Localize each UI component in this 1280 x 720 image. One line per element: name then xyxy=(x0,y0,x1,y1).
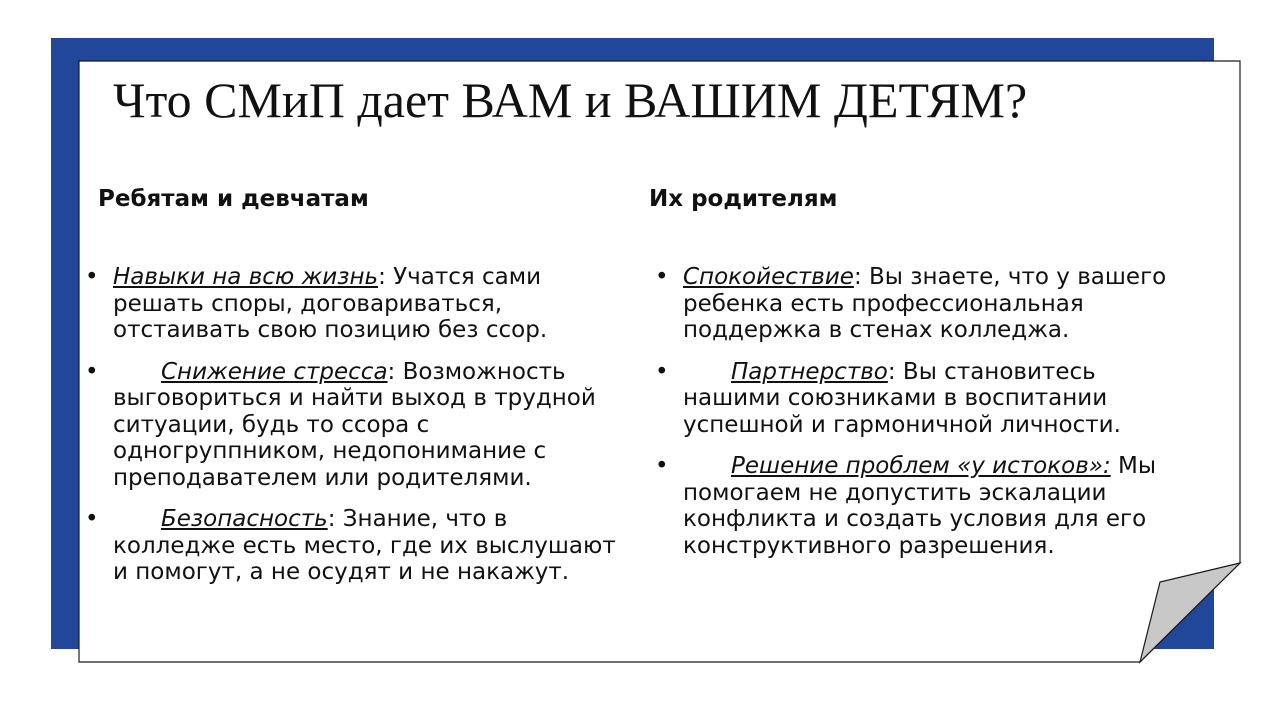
right-column-heading: Их родителям xyxy=(649,186,838,212)
item-lead: Безопасность xyxy=(161,506,328,532)
item-lead: Решение проблем «у истоков»: xyxy=(731,453,1111,479)
item-colon: : xyxy=(387,358,396,385)
item-text: Учатся сами решать споры, договариваться, отстаивать свою позицию без ссор. xyxy=(113,264,548,343)
list-item xyxy=(655,359,1195,439)
item-colon: : xyxy=(887,358,896,385)
item-colon: : xyxy=(327,506,336,532)
item-lead: Спокойествие xyxy=(683,264,854,290)
list-item xyxy=(655,453,1195,559)
bullet-icon: • xyxy=(655,264,669,290)
right-bullet-list xyxy=(655,264,1195,574)
list-item xyxy=(85,506,620,586)
bullet-icon: • xyxy=(85,358,99,385)
list-item xyxy=(85,264,620,344)
bullet-icon: • xyxy=(85,264,99,290)
list-item xyxy=(85,359,620,492)
item-lead: Навыки на всю жизнь xyxy=(113,264,379,290)
item-colon: : xyxy=(378,264,386,290)
list-item xyxy=(655,264,1195,344)
item-colon: : xyxy=(853,264,862,290)
slide-title: Что СМиП дает ВАМ и ВАШИМ ДЕТЯМ? xyxy=(113,72,1028,128)
item-text: Вы знаете, что у вашего ребенка есть профессиональная поддержка в стенах колледжа. xyxy=(683,264,1167,343)
left-column-heading: Ребятам и девчатам xyxy=(98,186,369,212)
item-text: Вы становитесь нашими союзниками в воспитании успешной и гармоничной личности. xyxy=(683,358,1121,438)
item-lead: Партнерство xyxy=(731,358,888,385)
item-lead: Снижение стресса xyxy=(161,358,388,385)
item-text: Знание, что в колледже есть место, где их выслушают и помогут, а не осудят и не накажут. xyxy=(113,506,616,585)
bullet-icon: • xyxy=(655,453,669,479)
bullet-icon: • xyxy=(655,358,669,385)
item-text: Возможность выговориться и найти выход в трудной ситуации, будь то ссора с одногруппником, недопонимание с преподавателем или родителями. xyxy=(113,358,596,491)
bullet-icon: • xyxy=(85,506,99,532)
item-text: Мы помогаем не допустить эскалации конфликта и создать условия для его конструктивного разрешения. xyxy=(683,453,1157,559)
left-bullet-list xyxy=(85,264,620,601)
